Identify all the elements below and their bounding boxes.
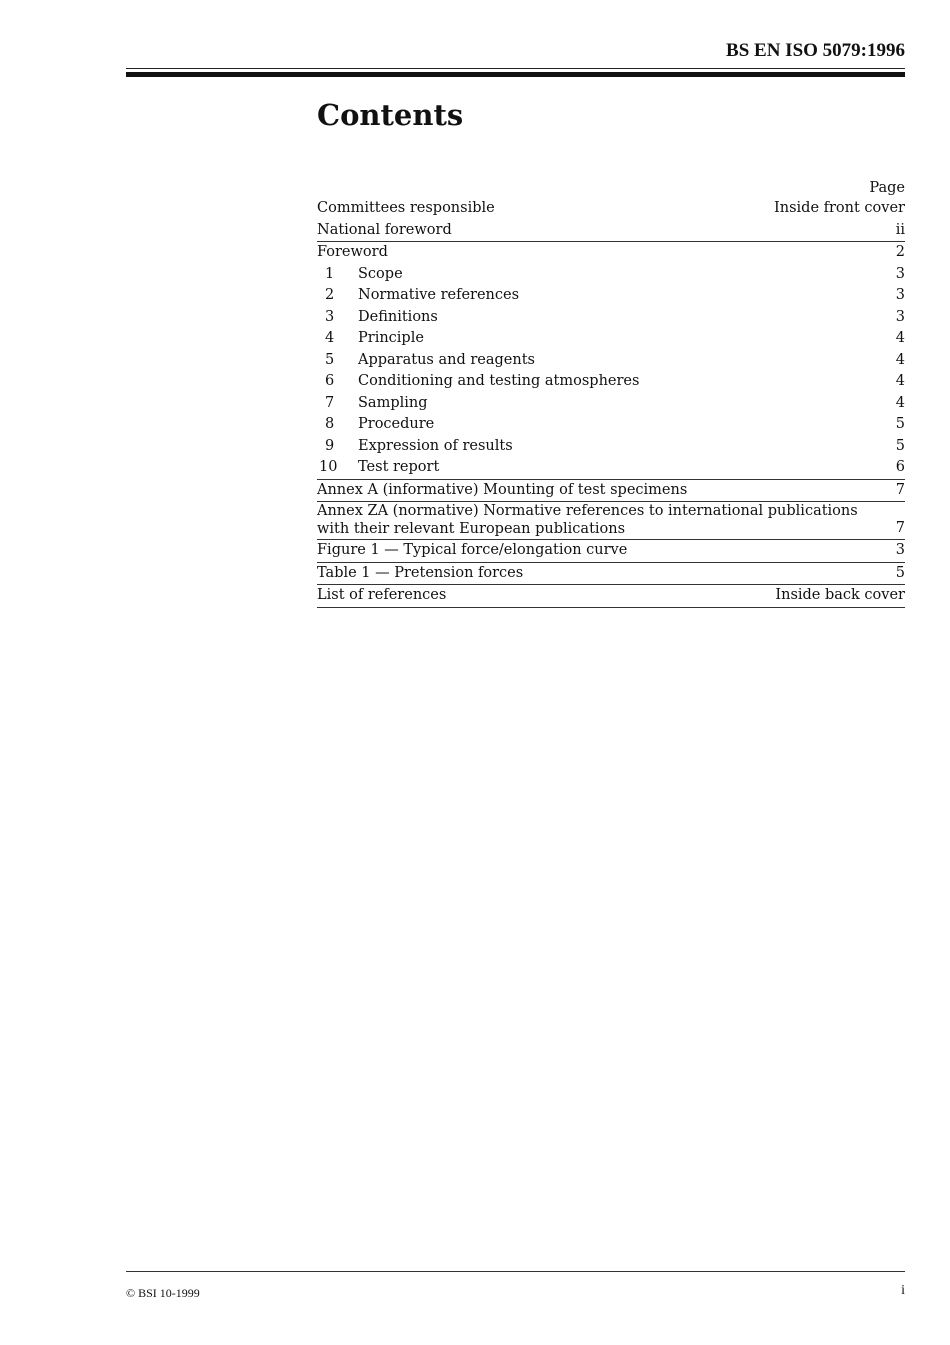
header-rule-thin	[126, 68, 905, 69]
clause-number: 2	[325, 287, 335, 303]
toc-entry[interactable]	[317, 242, 905, 264]
toc-clause-entry[interactable]	[317, 285, 905, 307]
clause-number: 1	[325, 265, 335, 282]
clause-number: 9	[325, 437, 335, 454]
toc-clause-entry[interactable]	[317, 307, 905, 329]
toc-entry-label: Annex A (informative) Mounting of test specimens	[317, 481, 688, 498]
standard-identifier: BS EN ISO 5079:1996	[726, 40, 905, 61]
toc-entry-page: 4	[895, 330, 905, 346]
toc-entry-label: Principle	[358, 330, 424, 346]
toc-entry-label: Figure 1 — Typical force/elongation curve	[317, 542, 628, 558]
toc-entry-page: 7	[895, 519, 905, 536]
toc-entry-label: Conditioning and testing atmospheres	[358, 373, 640, 389]
toc-entry-label: Normative references	[358, 287, 520, 303]
toc-entry-page: 4	[895, 373, 905, 389]
toc-clause-entry[interactable]	[317, 371, 905, 393]
page-column-label: Page	[869, 180, 905, 196]
toc-entry-label: List of references	[317, 587, 447, 603]
toc-clause-entry[interactable]	[317, 414, 905, 436]
table-of-contents	[317, 178, 905, 608]
toc-entry-page: 4	[895, 394, 905, 411]
toc-entry-label: Definitions	[358, 308, 438, 325]
toc-entry[interactable]	[317, 198, 905, 220]
toc-entry-page: 2	[895, 244, 905, 260]
toc-entry[interactable]	[317, 585, 905, 608]
toc-entry-page: Inside front cover	[774, 200, 905, 216]
toc-entry-label: Annex ZA (normative) Normative references to international publications with their relevant European publications	[317, 503, 858, 537]
toc-entry[interactable]	[317, 563, 905, 586]
toc-entry-label: Scope	[358, 265, 403, 282]
clause-number: 6	[325, 373, 335, 389]
toc-entry-label: National foreword	[317, 221, 452, 238]
toc-clause-entry[interactable]	[317, 264, 905, 286]
toc-entry-page: 3	[895, 265, 905, 282]
clause-number: 5	[325, 351, 335, 368]
page-number: i	[901, 1283, 905, 1298]
copyright-notice: © BSI 10-1999	[126, 1286, 200, 1300]
toc-clause-entry[interactable]	[317, 350, 905, 372]
toc-entry-page: ii	[895, 221, 905, 238]
page-title: Contents	[317, 98, 464, 132]
toc-entry-page: 3	[895, 542, 905, 558]
toc-entry-label: Sampling	[358, 394, 428, 411]
toc-entry-label: Procedure	[358, 416, 435, 432]
toc-entry-page: Inside back cover	[775, 587, 905, 603]
footer-rule	[126, 1271, 905, 1272]
toc-entry-page: 3	[895, 287, 905, 303]
toc-entry-page: 7	[895, 481, 905, 498]
clause-number: 7	[325, 394, 335, 411]
toc-clause-entry[interactable]	[317, 457, 905, 480]
toc-entry-page: 6	[895, 459, 905, 475]
toc-entry-label: Committees responsible	[317, 200, 495, 216]
toc-entry-label: Table 1 — Pretension forces	[317, 564, 524, 581]
toc-entry-label: Expression of results	[358, 437, 513, 454]
toc-entry-label: Test report	[358, 459, 440, 475]
toc-entry-page: 5	[895, 416, 905, 432]
toc-entry-page: 5	[895, 564, 905, 581]
toc-clause-entry[interactable]	[317, 436, 905, 458]
clause-number: 10	[319, 459, 338, 475]
toc-entry[interactable]	[317, 480, 905, 503]
toc-entry-page: 3	[895, 308, 905, 325]
toc-entry-page: 5	[895, 437, 905, 454]
toc-clause-entry[interactable]	[317, 328, 905, 350]
toc-entry-page: 4	[895, 351, 905, 368]
toc-entry-label: Foreword	[317, 244, 388, 260]
clause-number: 4	[325, 330, 335, 346]
toc-entry[interactable]	[317, 220, 905, 243]
header-rule-thick	[126, 72, 905, 77]
toc-entry[interactable]	[317, 540, 905, 563]
toc-clause-entry[interactable]	[317, 393, 905, 415]
clause-number: 3	[325, 308, 335, 325]
toc-entry[interactable]	[317, 502, 905, 540]
toc-entry-label: Apparatus and reagents	[358, 351, 535, 368]
clause-number: 8	[325, 416, 335, 432]
